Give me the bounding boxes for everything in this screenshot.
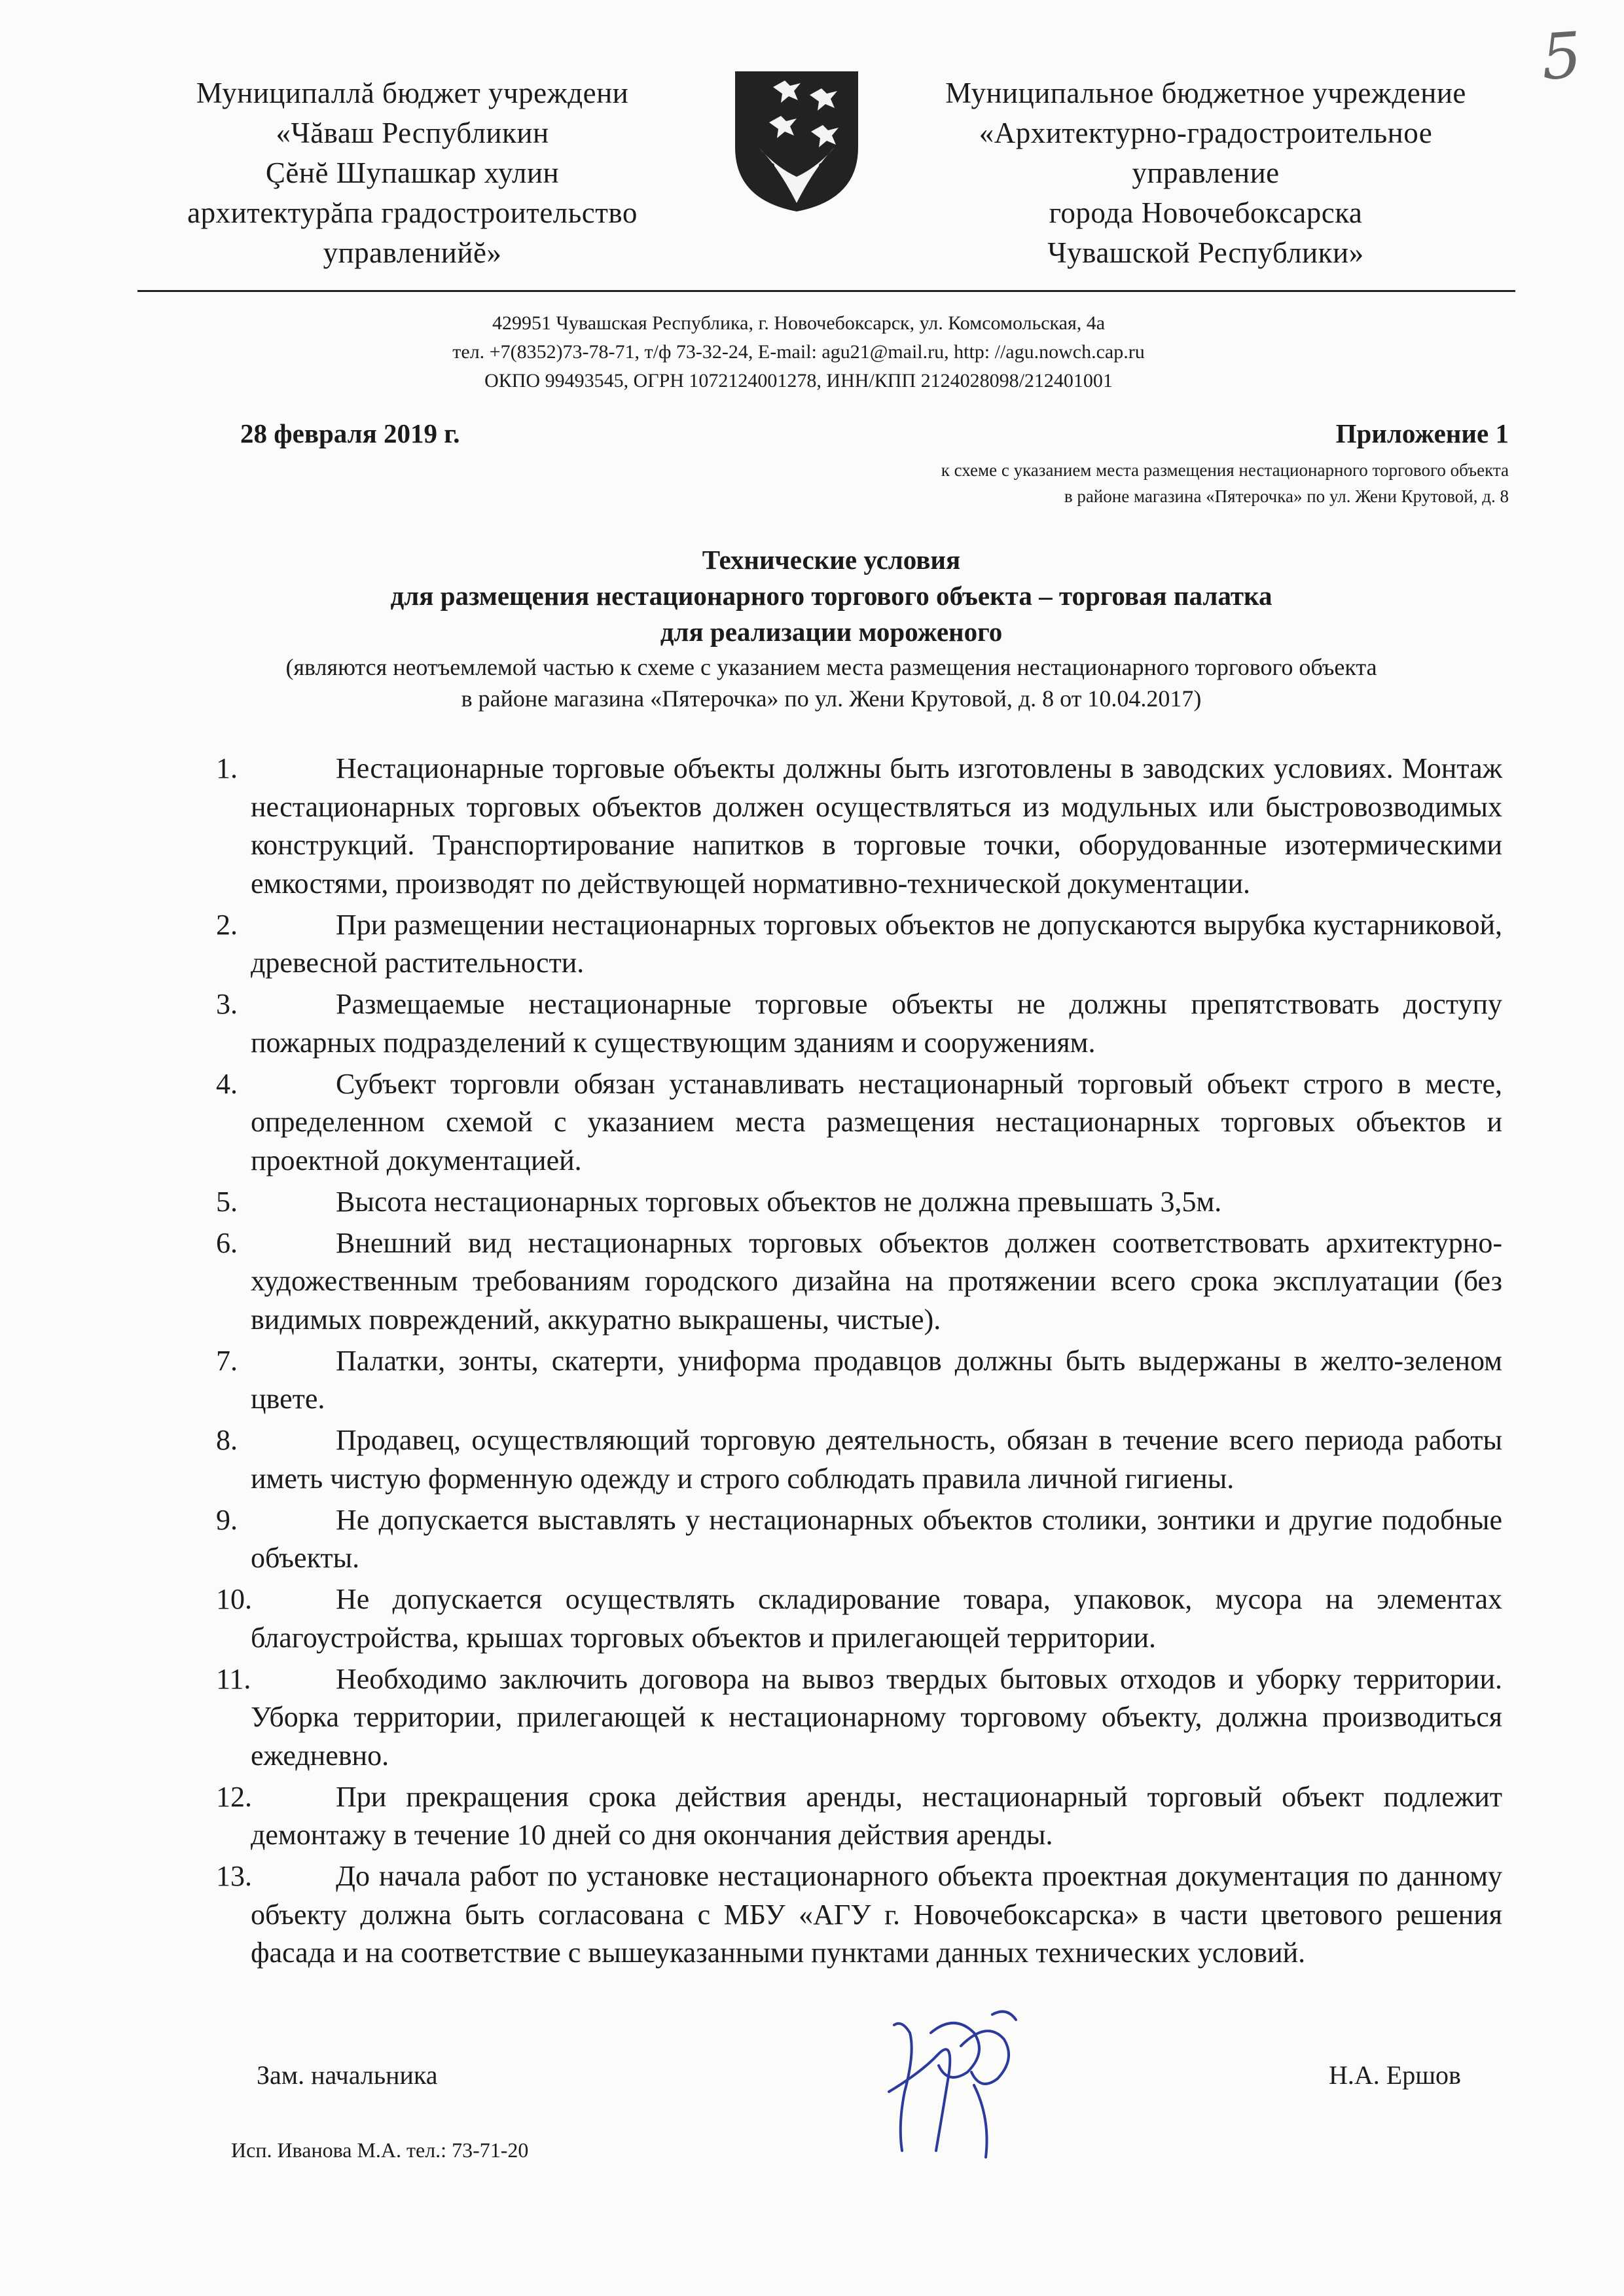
page-number: 5 bbox=[1539, 18, 1584, 94]
header-left-block bbox=[144, 73, 681, 273]
document-date: 28 февраля 2019 г. bbox=[240, 418, 460, 448]
title-line: для реализации мороженого bbox=[660, 617, 1003, 647]
list-item: 9. Не допускается выставлять у нестационарных объектов столики, зонтики и другие подобные объекты. bbox=[216, 1501, 1502, 1578]
executor-info: Исп. Иванова М.А. тел.: 73-71-20 bbox=[231, 2138, 529, 2162]
header-right-line: управление bbox=[1132, 156, 1280, 189]
header-left-line: управленийĕ» bbox=[323, 236, 502, 269]
subtitle-line: в районе магазина «Пятерочка» по ул. Жени Крутовой, д. 8 от 10.04.2017) bbox=[461, 685, 1202, 712]
appendix-note bbox=[941, 457, 1509, 509]
handwritten-signature bbox=[876, 1994, 1026, 2167]
header-divider bbox=[137, 290, 1515, 292]
item-text: Необходимо заключить договора на вывоз твердых бытовых отходов и уборку территории. Уборка территории, прилегающей к нестационарному торговому объекту, должна производиться ежедневно. bbox=[251, 1662, 1502, 1772]
item-text: Нестационарные торговые объекты должны быть изготовлены в заводских условиях. Монтаж нестационарных торговых объектов должен осуществляться из модульных или быстровозводимых конструкций. Транспортирование напитков в торговые точки, оборудованные изотермическими емкостями, производят по действующей нормативно-технической документации. bbox=[251, 752, 1502, 900]
item-text: До начала работ по установке нестационарного объекта проектная документация по данному объекту должна быть согласована с МБУ «АГУ г. Новочебоксарска» в части цветового решения фасада и на соответствие с вышеуказанными пунктами данных технических условий. bbox=[251, 1860, 1502, 1969]
contacts-line[interactable]: тел. +7(8352)73-78-71, т/ф 73-32-24, E-mail: agu21@mail.ru, http: //agu.nowch.cap.ru bbox=[452, 341, 1145, 363]
list-item: 3. Размещаемые нестационарные торговые объекты не должны препятствовать доступу пожарных подразделений к существующим зданиям и сооружениям. bbox=[216, 985, 1502, 1062]
item-text: При размещении нестационарных торговых объектов не допускаются вырубка кустарниковой, древесной растительности. bbox=[251, 908, 1502, 979]
list-item: 4. Субъект торговли обязан устанавливать нестационарный торговый объект строго в месте, определенном схемой с указанием места размещения нестационарных торговых объектов и проектной документацией. bbox=[216, 1065, 1502, 1180]
appendix-note-line: в районе магазина «Пятерочка» по ул. Жени Крутовой, д. 8 bbox=[1064, 486, 1509, 506]
list-item: 10. Не допускается осуществлять складирование товара, упаковок, мусора на элементах благоустройства, крышах торговых объектов и прилегающей территории. bbox=[216, 1580, 1502, 1657]
appendix-note-line: к схеме с указанием места размещения нестационарного торгового объекта bbox=[941, 460, 1509, 480]
signatory-name: Н.А. Ершов bbox=[1329, 2060, 1461, 2090]
list-item: 7. Палатки, зонты, скатерти, униформа продавцов должны быть выдержаны в желто-зеленом цвете. bbox=[216, 1342, 1502, 1419]
header-left-line: Муниципаллă бюджет учреждени bbox=[196, 77, 629, 109]
item-text: При прекращения срока действия аренды, нестационарный торговый объект подлежит демонтажу в течение 10 дней со дня окончания действия аренды. bbox=[251, 1780, 1502, 1851]
header-left-line: архитектурăпа градостроительство bbox=[187, 196, 638, 229]
item-text: Субъект торговли обязан устанавливать нестационарный торговый объект строго в месте, определенном схемой с указанием места размещения нестационарных торговых объектов и проектной документацией. bbox=[251, 1067, 1502, 1176]
appendix-title: Приложение 1 bbox=[1335, 418, 1509, 448]
item-text: Не допускается осуществлять складирование товара, упаковок, мусора на элементах благоустройства, крышах торговых объектов и прилегающей территории. bbox=[251, 1583, 1502, 1654]
subtitle-line: (являются неотъемлемой частью к схеме с указанием места размещения нестационарного торгового объекта bbox=[285, 654, 1377, 680]
signatory-position: Зам. начальника bbox=[257, 2060, 438, 2090]
header-right-line: «Архитектурно-градостроительное bbox=[979, 117, 1433, 149]
list-item: 8. Продавец, осуществляющий торговую деятельность, обязан в течение всего периода работы иметь чистую форменную одежду и строго соблюдать правила личной гигиены. bbox=[216, 1421, 1502, 1498]
address-line: 429951 Чувашская Республика, г. Новочебоксарск, ул. Комсомольская, 4а bbox=[492, 312, 1106, 334]
item-text: Продавец, осуществляющий торговую деятельность, обязан в течение всего периода работы иметь чистую форменную одежду и строго соблюдать правила личной гигиены. bbox=[251, 1424, 1502, 1495]
item-text: Не допускается выставлять у нестационарных объектов столики, зонтики и другие подобные объекты. bbox=[251, 1503, 1502, 1574]
conditions-list bbox=[216, 750, 1502, 1975]
city-emblem-icon bbox=[732, 69, 861, 214]
title-line: для размещения нестационарного торгового объекта – торговая палатка bbox=[390, 581, 1272, 611]
list-item: 13. До начала работ по установке нестационарного объекта проектная документация по данному объекту должна быть согласована с МБУ «АГУ г. Новочебоксарска» в части цветового решения фасада и на соответствие с вышеуказанными пунктами данных технических условий. bbox=[216, 1857, 1502, 1973]
header-left-line: «Чăваш Республикин bbox=[276, 117, 549, 149]
document-subtitle bbox=[164, 651, 1499, 714]
organization-address bbox=[327, 309, 1270, 395]
header-left-line: Çĕнĕ Шупашкар хулин bbox=[265, 156, 560, 189]
list-item: 11. Необходимо заключить договора на вывоз твердых бытовых отходов и уборку территории. Уборка территории, прилегающей к нестационарному торговому объекту, должна производиться ежедневно. bbox=[216, 1660, 1502, 1776]
list-item: 12. При прекращения срока действия аренды, нестационарный торговый объект подлежит демонтажу в течение 10 дней со дня окончания действия аренды. bbox=[216, 1778, 1502, 1855]
item-text: Размещаемые нестационарные торговые объекты не должны препятствовать доступу пожарных подразделений к существующим зданиям и сооружениям. bbox=[251, 988, 1502, 1059]
item-text: Палатки, зонты, скатерти, униформа продавцов должны быть выдержаны в желто-зеленом цвете. bbox=[251, 1344, 1502, 1415]
list-item: 6. Внешний вид нестационарных торговых объектов должен соответствовать архитектурно-художественным требованиям городского дизайна на протяжении всего срока эксплуатации (без видимых повреждений, аккуратно выкрашены, чистые). bbox=[216, 1224, 1502, 1339]
registration-line: ОКПО 99493545, ОГРН 1072124001278, ИНН/КПП 2124028098/212401001 bbox=[484, 370, 1113, 392]
header-right-block bbox=[898, 73, 1513, 273]
header-right-line: Чувашской Республики» bbox=[1047, 236, 1364, 269]
list-item: 1. Нестационарные торговые объекты должны быть изготовлены в заводских условиях. Монтаж нестационарных торговых объектов должен осуществляться из модульных или быстровозводимых конструкций. Транспортирование напитков в торговые точки, оборудованные изотермическими емкостями, производят по действующей нормативно-технической документации. bbox=[216, 750, 1502, 903]
list-item: 5. Высота нестационарных торговых объектов не должна превышать 3,5м. bbox=[216, 1183, 1502, 1222]
item-text: Высота нестационарных торговых объектов не должна превышать 3,5м. bbox=[336, 1185, 1222, 1218]
item-text: Внешний вид нестационарных торговых объектов должен соответствовать архитектурно-художественным требованиям городского дизайна на протяжении всего срока эксплуатации (без видимых повреждений, аккуратно выкрашены, чистые). bbox=[251, 1226, 1502, 1336]
list-item: 2. При размещении нестационарных торговых объектов не допускаются вырубка кустарниковой, древесной растительности. bbox=[216, 906, 1502, 983]
header-right-line: Муниципальное бюджетное учреждение bbox=[945, 77, 1466, 109]
document-title bbox=[164, 542, 1499, 650]
header-right-line: города Новочебоксарска bbox=[1049, 196, 1363, 229]
title-line: Технические условия bbox=[702, 545, 961, 575]
